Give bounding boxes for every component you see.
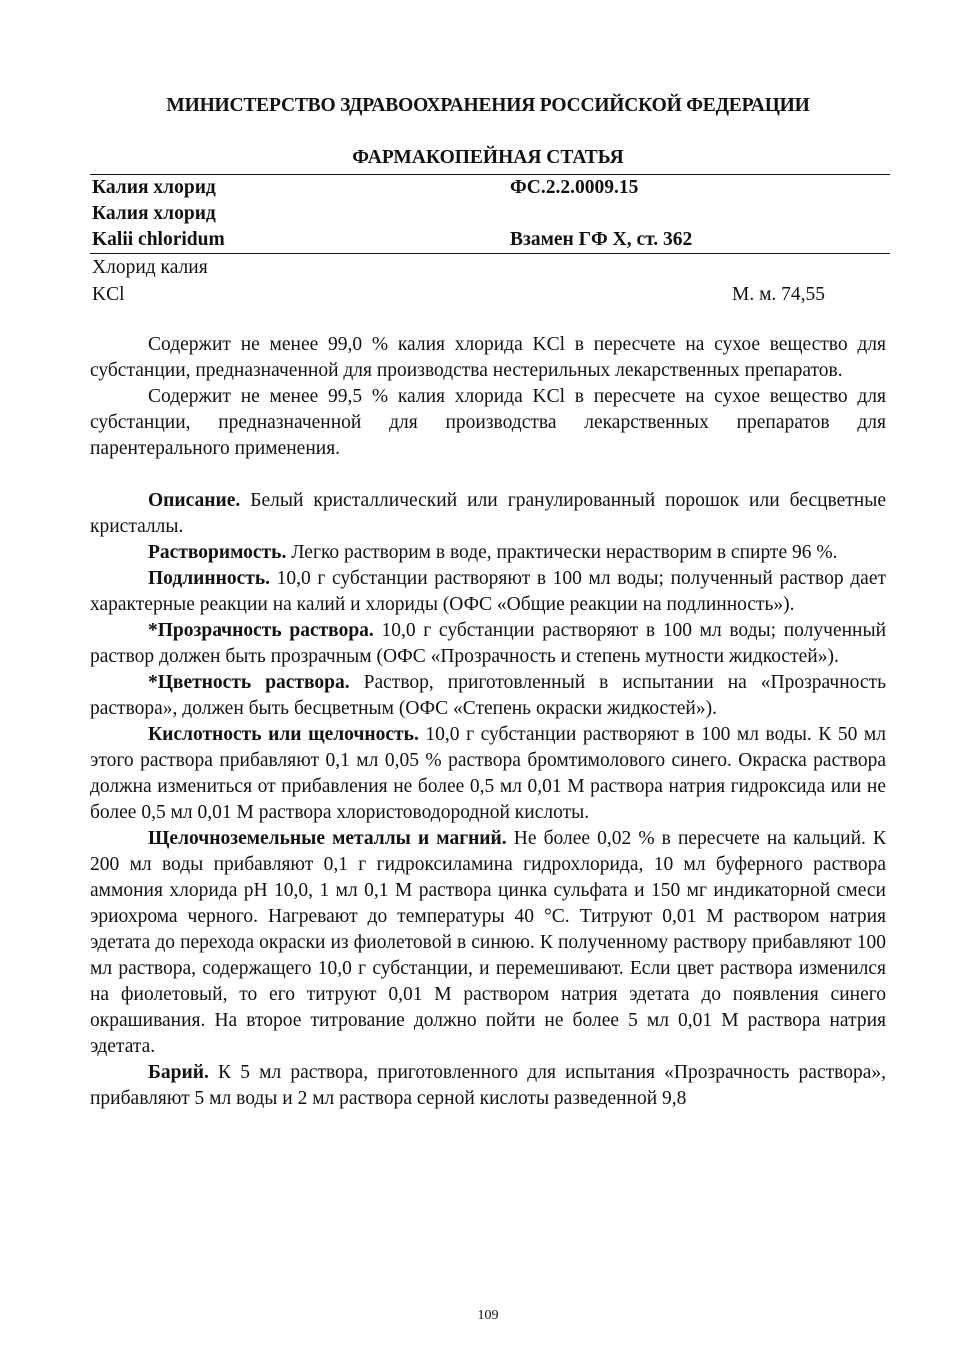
section-text: Не более 0,02 % в пересчете на кальций. К 200 мл воды прибавляют 0,1 г гидроксиламина гидрохлорида, 10 мл буферного раствора аммония хлорида pH 10,0, 1 мл 0,1 М раствора цинка сульфата и 150 мг индикаторной смеси эриохрома черного. Нагревают до температуры 40 °C. Титруют 0,01 М раствором натрия эдетата до перехода окраски из фиолетовой в синюю. К полученному раствору прибавляют 100 мл раствора, содержащего 10,0 г субстанции, и перемешивают. Если цвет раствора изменился на фиолетовый, то его титруют 0,01 М раствором натрия эдетата до появления синего окрашивания. На второе титрование должно пойти не более 5 мл 0,01 М раствора натрия эдетата. [90,828,887,1057]
monograph-code: ФС.2.2.0009.15 [510,177,639,198]
section-text: 10,0 г субстанции растворяют в 100 мл воды; полученный раствор дает характерные реакции на калий и хлориды (ОФС «Общие реакции на подлинность»). [90,568,886,615]
section-text: К 5 мл раствора, приготовленного для испытания «Прозрачность раствора», прибавляют 5 мл воды и 2 мл раствора серной кислоты разведенной 9,8 [90,1062,886,1109]
section-label: Описание. [148,490,241,511]
section-label: Кислотность или щелочность. [148,724,419,745]
section-text: Раствор, приготовленный в испытании на «Прозрачность раствора», должен быть бесцветным (ОФС «Степень окраски жидкостей»). [90,672,886,719]
page-number: 109 [477,1308,499,1323]
header-bottom-rule [90,253,890,254]
replaces-note: Взамен ГФ X, ст. 362 [510,229,693,250]
monograph-body [90,332,886,1112]
section-text: 10,0 г субстанции растворяют в 100 мл воды; полученный раствор должен быть прозрачным (ОФС «Прозрачность и степень мутности жидкостей»). [90,620,887,667]
section-label: Барий. [148,1062,209,1083]
section-barium [90,1060,886,1112]
section-text: Легко растворим в воде, практически нерастворим в спирте 96 %. [286,542,838,563]
paragraph-spacer [90,462,886,488]
section-label: *Прозрачность раствора. [148,620,374,641]
section-clarity [90,618,886,670]
section-text: 10,0 г субстанции растворяют в 100 мл воды. К 50 мл этого раствора прибавляют 0,1 мл 0,05 % раствора бромтимолового синего. Окраска раствора должна измениться от прибавления не более 0,5 мл 0,01 М раствора натрия гидроксида или не более 0,5 мл 0,01 М раствора хлористоводородной кислоты. [90,724,886,823]
name-ru-1: Калия хлорид [92,177,216,198]
section-label: *Цветность раствора. [148,672,350,693]
section-description [90,488,886,540]
section-text: Белый кристаллический или гранулированный порошок или бесцветные кристаллы. [90,490,886,537]
chemical-formula: KCl [92,284,125,305]
section-label: Растворимость. [148,542,287,563]
section-label: Подлинность. [148,568,271,589]
section-color [90,670,886,722]
molecular-mass: М. м. 74,55 [732,284,826,305]
section-label: Щелочноземельные металлы и магний. [148,828,507,849]
name-ru-2: Калия хлорид [92,203,216,224]
name-latin: Kalii chloridum [92,229,225,250]
ministry-title: МИНИСТЕРСТВО ЗДРАВООХРАНЕНИЯ РОССИЙСКОЙ ФЕДЕРАЦИИ [166,95,810,116]
intro-paragraph-1: Содержит не менее 99,0 % калия хлорида KCl в пересчете на сухое вещество для субстанции, предназначенной для производства нестерильных лекарственных препаратов. [90,334,886,381]
document-type-title: ФАРМАКОПЕЙНАЯ СТАТЬЯ [352,147,624,168]
section-acidity-alkalinity [90,722,886,826]
intro-paragraph-2: Содержит не менее 99,5 % калия хлорида KCl в пересчете на сухое вещество для субстанции, предназначенной для производства лекарственных препаратов для парентерального применения. [90,386,886,459]
chemical-name: Хлорид калия [92,257,208,278]
section-alkaline-earth-metals [90,826,886,1060]
section-solubility [90,540,886,566]
section-identification [90,566,886,618]
